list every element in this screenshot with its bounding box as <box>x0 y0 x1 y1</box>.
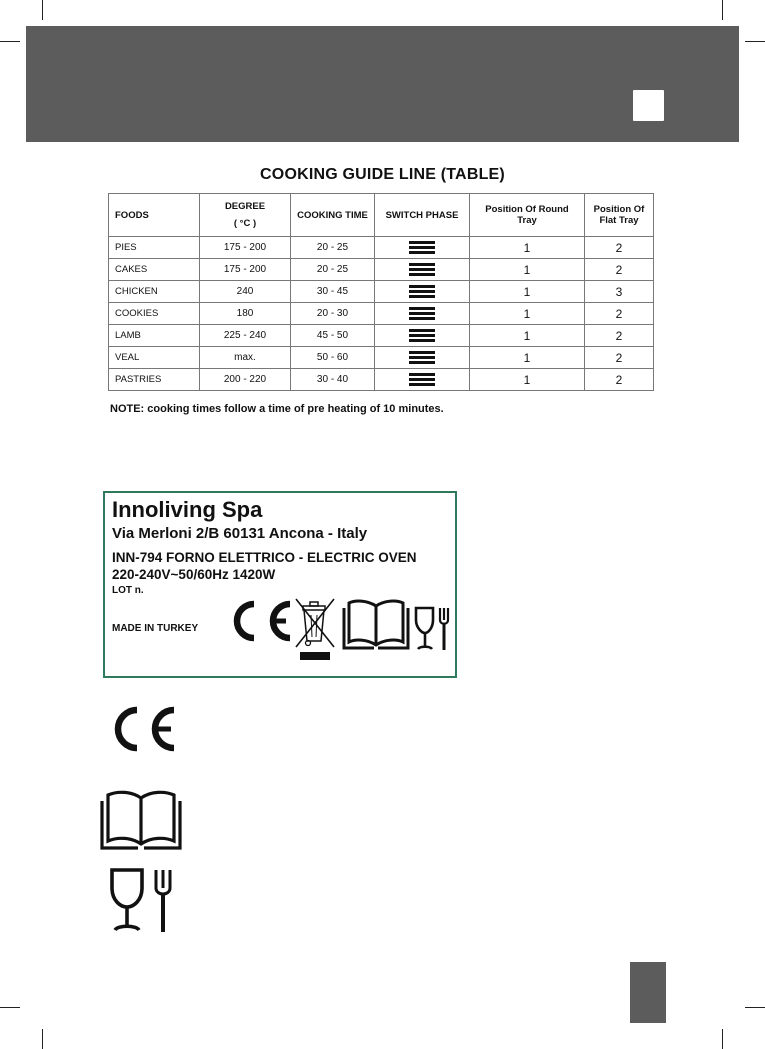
table-row <box>109 325 654 347</box>
label-model: INN-794 FORNO ELETTRICO - ELECTRIC OVEN <box>112 550 417 565</box>
cell-food: COOKIES <box>109 303 200 325</box>
switch-phase-icon <box>409 283 435 300</box>
page-tab <box>630 962 666 1023</box>
language-marker <box>633 90 664 121</box>
cell-time: 20 - 30 <box>291 303 375 325</box>
label-power: 220-240V~50/60Hz 1420W <box>112 567 276 582</box>
header-switch-phase: SWITCH PHASE <box>375 194 470 237</box>
cell-degree: 225 - 240 <box>200 325 291 347</box>
cell-food: CHICKEN <box>109 281 200 303</box>
cell-phase <box>375 237 470 259</box>
switch-phase-icon <box>409 327 435 344</box>
cell-food: PIES <box>109 237 200 259</box>
food-contact-icon <box>108 866 178 934</box>
cell-round-tray: 1 <box>470 237 585 259</box>
header-band <box>26 26 739 142</box>
cell-phase <box>375 259 470 281</box>
cell-time: 50 - 60 <box>291 347 375 369</box>
switch-phase-icon <box>409 371 435 388</box>
cell-round-tray: 1 <box>470 281 585 303</box>
header-foods: FOODS <box>109 194 200 237</box>
cell-degree: 240 <box>200 281 291 303</box>
header-cooking-time: COOKING TIME <box>291 194 375 237</box>
cell-food: PASTRIES <box>109 369 200 391</box>
cell-flat-tray: 2 <box>585 237 654 259</box>
crop-mark <box>745 1007 765 1008</box>
crop-mark <box>0 41 20 42</box>
cell-time: 30 - 45 <box>291 281 375 303</box>
header-round-tray: Position Of Round Tray <box>470 194 585 237</box>
ce-mark-icon <box>105 703 177 755</box>
crop-mark <box>42 0 43 20</box>
table-row <box>109 347 654 369</box>
manual-book-icon <box>341 594 411 650</box>
cell-degree: 180 <box>200 303 291 325</box>
cell-flat-tray: 2 <box>585 347 654 369</box>
cell-round-tray: 1 <box>470 347 585 369</box>
crop-mark <box>745 41 765 42</box>
crop-mark <box>722 0 723 20</box>
table-row <box>109 303 654 325</box>
cooking-guide-table <box>108 193 654 391</box>
label-lot: LOT n. <box>112 585 144 596</box>
cell-round-tray: 1 <box>470 303 585 325</box>
cell-phase <box>375 369 470 391</box>
cell-phase <box>375 347 470 369</box>
table-row <box>109 259 654 281</box>
weee-bin-icon <box>292 593 338 663</box>
header-degree <box>200 194 291 237</box>
cell-flat-tray: 2 <box>585 303 654 325</box>
cell-time: 45 - 50 <box>291 325 375 347</box>
cell-round-tray: 1 <box>470 325 585 347</box>
header-degree-unit: ( °C ) <box>233 218 257 229</box>
cell-time: 20 - 25 <box>291 259 375 281</box>
cell-food: VEAL <box>109 347 200 369</box>
rating-label <box>103 491 457 678</box>
label-company: Innoliving Spa <box>112 497 263 522</box>
cell-food: CAKES <box>109 259 200 281</box>
cell-round-tray: 1 <box>470 369 585 391</box>
cell-time: 30 - 40 <box>291 369 375 391</box>
crop-mark <box>0 1007 20 1008</box>
cell-round-tray: 1 <box>470 259 585 281</box>
food-contact-icon <box>413 606 451 652</box>
switch-phase-icon <box>409 261 435 278</box>
crop-mark <box>42 1029 43 1049</box>
switch-phase-icon <box>409 239 435 256</box>
table-row <box>109 369 654 391</box>
cell-flat-tray: 2 <box>585 369 654 391</box>
label-made-in: MADE IN TURKEY <box>112 623 199 634</box>
header-flat-tray: Position Of Flat Tray <box>585 194 654 237</box>
ce-mark-icon <box>222 598 294 644</box>
note: NOTE: cooking times follow a time of pre heating of 10 minutes. <box>110 403 444 415</box>
manual-book-icon <box>98 785 184 851</box>
table-row <box>109 281 654 303</box>
table-row <box>109 237 654 259</box>
cell-flat-tray: 3 <box>585 281 654 303</box>
switch-phase-icon <box>409 305 435 322</box>
cell-degree: 175 - 200 <box>200 259 291 281</box>
table-header-row <box>109 194 654 237</box>
cell-flat-tray: 2 <box>585 325 654 347</box>
label-address: Via Merloni 2/B 60131 Ancona - Italy <box>112 525 368 542</box>
cell-degree: max. <box>200 347 291 369</box>
cell-food: LAMB <box>109 325 200 347</box>
switch-phase-icon <box>409 349 435 366</box>
cell-phase <box>375 303 470 325</box>
cell-degree: 200 - 220 <box>200 369 291 391</box>
cell-degree: 175 - 200 <box>200 237 291 259</box>
cell-phase <box>375 325 470 347</box>
header-degree-label: DEGREE <box>224 201 266 212</box>
table-title: COOKING GUIDE LINE (TABLE) <box>260 166 505 183</box>
cell-time: 20 - 25 <box>291 237 375 259</box>
crop-mark <box>722 1029 723 1049</box>
cell-phase <box>375 281 470 303</box>
cell-flat-tray: 2 <box>585 259 654 281</box>
